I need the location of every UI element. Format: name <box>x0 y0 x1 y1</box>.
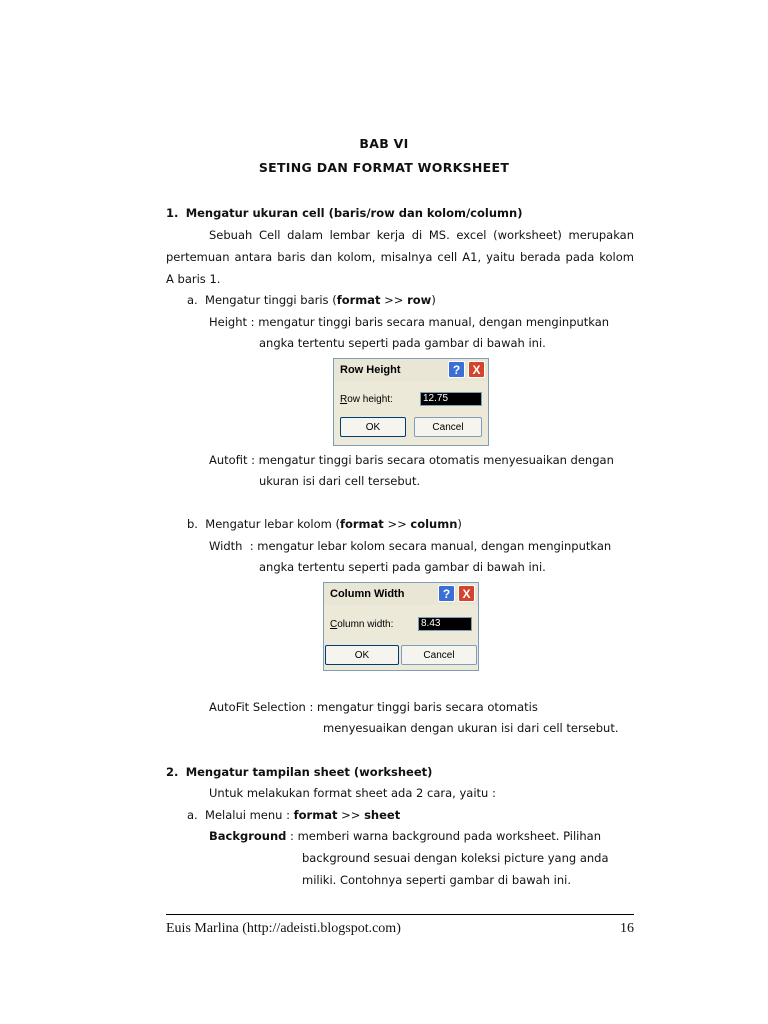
section1-heading <box>166 206 522 220</box>
item-1a-text: Mengatur tinggi baris ( <box>205 293 337 307</box>
background-line2: background sesuai dengan koleksi picture yang anda <box>302 851 609 865</box>
footer-divider <box>166 914 634 915</box>
row-height-title: Row Height <box>340 364 401 376</box>
autofit-selection-line1: AutoFit Selection : mengatur tinggi baris secara otomatis <box>209 700 538 714</box>
help-icon[interactable]: ? <box>438 585 455 602</box>
height-desc-line1: Height : mengatur tinggi baris secara manual, dengan menginputkan <box>209 315 610 329</box>
cancel-button[interactable]: Cancel <box>414 417 482 437</box>
row-height-titlebar <box>334 359 488 381</box>
section1-number: 1. <box>166 206 179 220</box>
background-line1: Background : memberi warna background pada worksheet. Pilihan <box>209 829 601 843</box>
ok-button[interactable]: OK <box>340 417 406 437</box>
background-line3: miliki. Contohnya seperti gambar di bawah ini. <box>302 873 571 887</box>
item-1b: b. Mengatur lebar kolom (format >> column) <box>187 517 462 531</box>
height-desc-line2: angka tertentu seperti pada gambar di bawah ini. <box>259 336 546 350</box>
section2-intro: Untuk melakukan format sheet ada 2 cara, yaitu : <box>209 786 496 800</box>
close-icon[interactable]: X <box>468 361 485 378</box>
row-height-dialog <box>333 358 489 446</box>
autofit-desc-line1: Autofit : mengatur tinggi baris secara otomatis menyesuaikan dengan <box>209 453 614 467</box>
ok-button[interactable]: OK <box>325 645 399 665</box>
item-2a: a. Melalui menu : format >> sheet <box>187 808 401 822</box>
column-width-dialog <box>323 582 479 671</box>
item-1a-marker: a. <box>187 293 198 307</box>
item-2a-text: Melalui menu : <box>205 808 294 822</box>
column-width-input[interactable]: 8.43 <box>418 617 472 631</box>
section2-number: 2. <box>166 765 179 779</box>
page-number: 16 <box>620 921 634 936</box>
section1-para-line2: pertemuan antara baris dan kolom, misalnya cell A1, yaitu berada pada kolom <box>166 250 634 264</box>
cancel-button[interactable]: Cancel <box>401 645 477 665</box>
section2-title: Mengatur tampilan sheet (worksheet) <box>185 765 433 779</box>
width-desc-line1: Width : mengatur lebar kolom secara manual, dengan menginputkan <box>209 539 612 553</box>
background-label: Background <box>209 829 287 843</box>
help-icon[interactable]: ? <box>448 361 465 378</box>
section2-heading <box>166 765 432 779</box>
chapter-title: SETING DAN FORMAT WORKSHEET <box>258 160 510 175</box>
footer-author: Euis Marlina (http://adeisti.blogspot.com) <box>166 921 401 936</box>
item-1a: a. Mengatur tinggi baris (format >> row) <box>187 293 436 307</box>
row-height-input[interactable]: 12.75 <box>420 392 482 406</box>
item-2a-item: sheet <box>364 808 401 822</box>
autofit-desc-line2: ukuran isi dari cell tersebut. <box>259 474 421 488</box>
column-width-label: Column width: <box>330 619 394 630</box>
item-2a-menu: format <box>293 808 338 822</box>
section1-para-line3: A baris 1. <box>166 272 221 286</box>
autofit-selection-line2: menyesuaikan dengan ukuran isi dari cell tersebut. <box>323 721 619 735</box>
item-2a-marker: a. <box>187 808 198 822</box>
item-1b-text: Mengatur lebar kolom ( <box>205 517 340 531</box>
column-width-title: Column Width <box>330 588 405 600</box>
section1-title: Mengatur ukuran cell (baris/row dan kolom/column) <box>185 206 523 220</box>
row-height-label: Row height: <box>340 394 393 405</box>
section1-para-line1: Sebuah Cell dalam lembar kerja di MS. excel (worksheet) merupakan <box>209 228 634 242</box>
item-1a-item: row <box>407 293 432 307</box>
width-desc-line2: angka tertentu seperti pada gambar di bawah ini. <box>259 560 546 574</box>
item-1a-menu: format <box>336 293 381 307</box>
item-1b-marker: b. <box>187 517 198 531</box>
item-1b-item: column <box>410 517 458 531</box>
close-icon[interactable]: X <box>458 585 475 602</box>
item-1b-menu: format <box>339 517 384 531</box>
chapter-number: BAB VI <box>359 136 409 151</box>
column-width-titlebar <box>324 583 478 605</box>
